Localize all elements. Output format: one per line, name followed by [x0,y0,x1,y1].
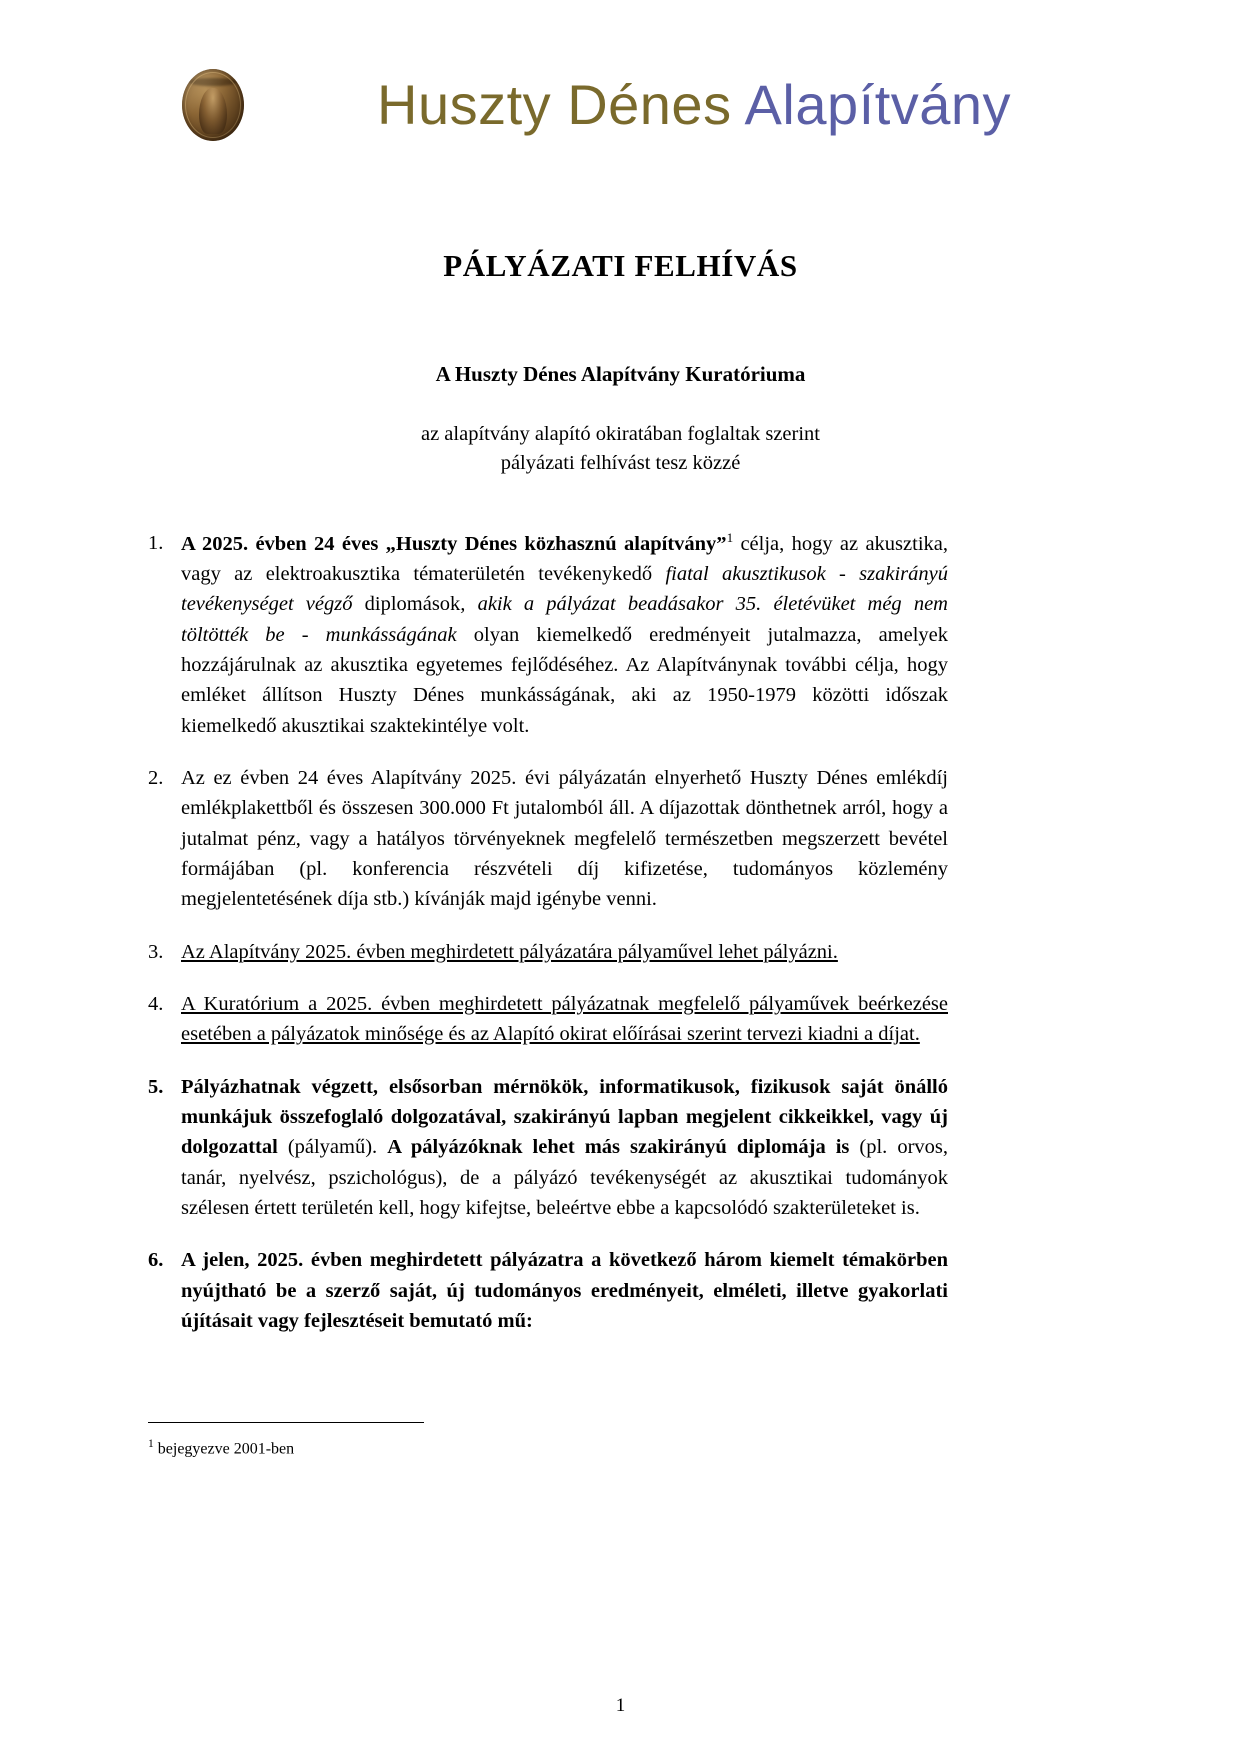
text-run: A Kuratórium a 2025. évben meghirdetett pályázatnak megfelelő pályaművek beérkezése esetében a pályázatok minősége és az Alapító okirat előírásai szerint tervezi kiadni a díjat. [181,993,948,1046]
text-run: A jelen, 2025. évben meghirdetett pályázatra a következő három kiemelt témakörben nyújtható be a szerző saját, új tudományos eredményeit, elméleti, illetve gyakorlati újításait vagy fejlesztéseit bemutató mű: [181,1249,948,1333]
clause-number: 4. [148,993,164,1016]
clause-text [181,528,948,741]
document-intro [0,420,1241,478]
text-run: Pályázhatnak végzett, elsősorban mérnökök, informatikusok, fizikusok saját önálló munkájuk összefoglaló dolgozatával, szakirányú lapban megjelent cikkeikkel, vagy új dolgozattal [181,1075,948,1159]
clause-item [148,763,948,915]
footnote-mark: 1 [148,1438,154,1450]
text-run: olyan kiemelkedő eredményeit jutalmazza, amelyek hozzájárulnak az akusztika egyetemes fejlődéséhez. Az Alapítványnak további célja, hogy emléket állítson Huszty Dénes munkásságának, aki az 1950-1979 közötti időszak kiemelkedő akusztikai szaktekintélye volt. [181,623,949,737]
text-run: fiatal akusztikusok - szakirányú tevékenységet végző [181,563,948,616]
text-run: (pályamű). [277,1136,388,1159]
clause-item [148,528,948,741]
page-title: PÁLYÁZATI FELHÍVÁS [443,248,798,283]
clause-number: 1. [148,532,164,554]
text-run: (pl. orvos, tanár, nyelvész, pszichológus), de a pályázó tevékenységét az akusztikai tudományok szélesen értett területén kell, hogy kifejtse, beleértve ebbe a kapcsolódó szakterületeket is. [181,1136,948,1220]
brand-wordmark [377,73,1012,136]
clause-text [181,763,948,915]
clause-text [181,989,948,1050]
text-run: célja, hogy az akusztika, vagy az elektroakusztika tématerületén tevékenykedő [181,532,948,586]
footnote [148,1437,948,1460]
medallion-shading [182,69,244,141]
footnote-area [148,1422,948,1460]
clause-item [148,937,948,967]
page-number: 1 [615,1695,626,1716]
clause-number: 5. [148,1075,164,1098]
footnote-separator [148,1422,424,1423]
clause-item [148,989,948,1050]
footnote-reference: 1 [726,530,734,545]
text-run: Az Alapítvány 2025. évben meghirdetett pályázatára pályaművel lehet pályázni. [181,940,838,963]
clause-number: 3. [148,940,164,963]
bronze-medallion-icon [182,69,244,141]
text-run: Az ez évben 24 éves Alapítvány 2025. évi pályázatán elnyerhető Huszty Dénes emlékdíj emlékplakettből és összesen 300.000 Ft jutalomból áll. A díjazottak dönthetnek arról, hogy a jutalmat pénz, vagy a hatályos törvényeknek megfelelő természetben megszerzett bevétel formájában (pl. konferencia részvételi díj kifizetése, tudományos közlemény megjelentetésének díja stb.) kívánják majd igénybe venni. [181,767,948,911]
brand-name-secondary: Alapítvány [744,73,1012,136]
clause-text [181,937,948,967]
intro-line-2: pályázati felhívást tesz közzé [500,452,741,475]
text-run: A pályázóknak lehet más szakirányú diplomája is [387,1136,850,1159]
intro-line-1: az alapítvány alapító okiratában foglaltak szerint [420,423,820,445]
clause-text [181,1245,948,1336]
clause-item [148,1072,948,1224]
document-subtitle: A Huszty Dénes Alapítvány Kuratóriuma [435,362,806,386]
clause-number: 2. [148,767,164,790]
text-run: diplomások [352,593,461,616]
clause-text [181,1072,948,1224]
footnote-body: bejegyezve 2001-ben [153,1440,295,1458]
text-run: , akik a pályázat beadásakor 35. életévüket még nem töltötték be - munkásságának [181,593,948,646]
letterhead [0,55,1241,155]
clause-list [148,528,948,1358]
brand-name-primary: Huszty Dénes [377,73,732,136]
clause-number: 6. [148,1249,164,1272]
clause-item [148,1245,948,1336]
text-run: A 2025. évben 24 éves „Huszty Dénes közhasznú alapítvány” [181,532,727,555]
